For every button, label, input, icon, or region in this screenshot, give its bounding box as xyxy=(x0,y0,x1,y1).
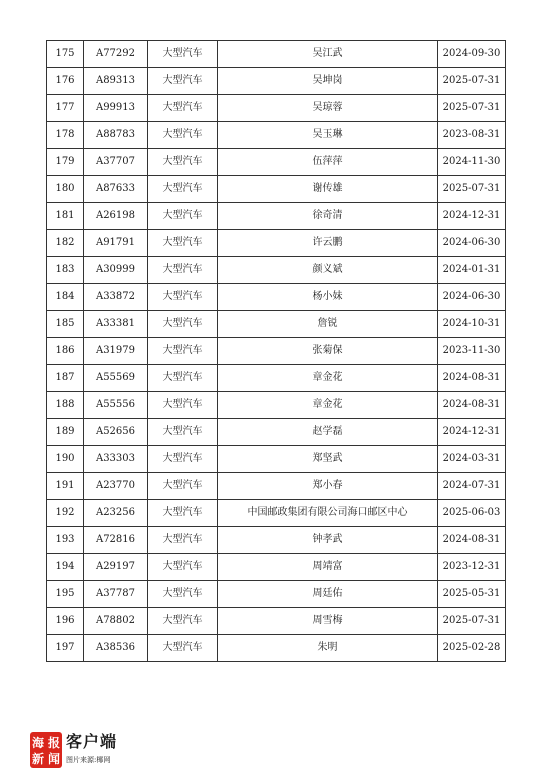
plate-number-cell: A52656 xyxy=(84,419,148,446)
vehicle-type-cell: 大型汽车 xyxy=(148,500,218,527)
row-number-cell: 182 xyxy=(47,230,84,257)
vehicle-type-cell: 大型汽车 xyxy=(148,419,218,446)
owner-name-cell: 徐奇清 xyxy=(218,203,438,230)
expiry-date-cell: 2024-12-31 xyxy=(438,419,506,446)
expiry-date-cell: 2023-11-30 xyxy=(438,338,506,365)
vehicle-type-cell: 大型汽车 xyxy=(148,230,218,257)
owner-name-cell: 颜义斌 xyxy=(218,257,438,284)
table-row xyxy=(47,338,506,365)
vehicle-list-table xyxy=(46,40,506,662)
table-body xyxy=(47,41,506,662)
owner-name-cell: 周雪梅 xyxy=(218,608,438,635)
plate-number-cell: A88783 xyxy=(84,122,148,149)
expiry-date-cell: 2025-06-03 xyxy=(438,500,506,527)
row-number-cell: 177 xyxy=(47,95,84,122)
plate-number-cell: A89313 xyxy=(84,68,148,95)
table-row xyxy=(47,284,506,311)
table-row xyxy=(47,311,506,338)
expiry-date-cell: 2024-12-31 xyxy=(438,203,506,230)
plate-number-cell: A26198 xyxy=(84,203,148,230)
owner-name-cell: 章金花 xyxy=(218,392,438,419)
expiry-date-cell: 2024-08-31 xyxy=(438,365,506,392)
expiry-date-cell: 2025-05-31 xyxy=(438,581,506,608)
expiry-date-cell: 2024-09-30 xyxy=(438,41,506,68)
expiry-date-cell: 2024-06-30 xyxy=(438,284,506,311)
plate-number-cell: A23770 xyxy=(84,473,148,500)
owner-name-cell: 周靖富 xyxy=(218,554,438,581)
footer-logo xyxy=(30,732,117,770)
expiry-date-cell: 2025-07-31 xyxy=(438,68,506,95)
vehicle-type-cell: 大型汽车 xyxy=(148,68,218,95)
plate-number-cell: A33872 xyxy=(84,284,148,311)
plate-number-cell: A37787 xyxy=(84,581,148,608)
row-number-cell: 191 xyxy=(47,473,84,500)
row-number-cell: 197 xyxy=(47,635,84,662)
vehicle-type-cell: 大型汽车 xyxy=(148,392,218,419)
vehicle-type-cell: 大型汽车 xyxy=(148,257,218,284)
vehicle-list-table-container xyxy=(46,40,505,662)
owner-name-cell: 吴玉琳 xyxy=(218,122,438,149)
table-row xyxy=(47,230,506,257)
plate-number-cell: A33303 xyxy=(84,446,148,473)
row-number-cell: 187 xyxy=(47,365,84,392)
row-number-cell: 183 xyxy=(47,257,84,284)
owner-name-cell: 杨小妹 xyxy=(218,284,438,311)
plate-number-cell: A31979 xyxy=(84,338,148,365)
vehicle-type-cell: 大型汽车 xyxy=(148,95,218,122)
table-row xyxy=(47,635,506,662)
plate-number-cell: A87633 xyxy=(84,176,148,203)
row-number-cell: 196 xyxy=(47,608,84,635)
vehicle-type-cell: 大型汽车 xyxy=(148,365,218,392)
row-number-cell: 186 xyxy=(47,338,84,365)
owner-name-cell: 伍萍萍 xyxy=(218,149,438,176)
owner-name-cell: 赵学磊 xyxy=(218,419,438,446)
vehicle-type-cell: 大型汽车 xyxy=(148,608,218,635)
expiry-date-cell: 2024-08-31 xyxy=(438,527,506,554)
logo-text-group xyxy=(66,732,117,765)
owner-name-cell: 钟孝武 xyxy=(218,527,438,554)
table-row xyxy=(47,581,506,608)
owner-name-cell: 许云鹏 xyxy=(218,230,438,257)
row-number-cell: 181 xyxy=(47,203,84,230)
logo-char-1: 海 xyxy=(31,736,45,750)
plate-number-cell: A33381 xyxy=(84,311,148,338)
row-number-cell: 192 xyxy=(47,500,84,527)
row-number-cell: 189 xyxy=(47,419,84,446)
owner-name-cell: 郑坚武 xyxy=(218,446,438,473)
owner-name-cell: 詹锐 xyxy=(218,311,438,338)
row-number-cell: 180 xyxy=(47,176,84,203)
plate-number-cell: A72816 xyxy=(84,527,148,554)
vehicle-type-cell: 大型汽车 xyxy=(148,176,218,203)
row-number-cell: 184 xyxy=(47,284,84,311)
vehicle-type-cell: 大型汽车 xyxy=(148,284,218,311)
expiry-date-cell: 2025-07-31 xyxy=(438,95,506,122)
row-number-cell: 190 xyxy=(47,446,84,473)
table-row xyxy=(47,68,506,95)
table-row xyxy=(47,41,506,68)
owner-name-cell: 张菊保 xyxy=(218,338,438,365)
vehicle-type-cell: 大型汽车 xyxy=(148,203,218,230)
row-number-cell: 185 xyxy=(47,311,84,338)
table-row xyxy=(47,446,506,473)
vehicle-type-cell: 大型汽车 xyxy=(148,446,218,473)
plate-number-cell: A55569 xyxy=(84,365,148,392)
source-credit: 图片来源:椰网 xyxy=(66,756,111,764)
table-row xyxy=(47,500,506,527)
expiry-date-cell: 2023-12-31 xyxy=(438,554,506,581)
vehicle-type-cell: 大型汽车 xyxy=(148,122,218,149)
plate-number-cell: A38536 xyxy=(84,635,148,662)
plate-number-cell: A37707 xyxy=(84,149,148,176)
logo-char-3: 新 xyxy=(31,752,45,766)
expiry-date-cell: 2023-08-31 xyxy=(438,122,506,149)
table-row xyxy=(47,419,506,446)
table-row xyxy=(47,257,506,284)
expiry-date-cell: 2025-07-31 xyxy=(438,608,506,635)
table-row xyxy=(47,392,506,419)
expiry-date-cell: 2024-08-31 xyxy=(438,392,506,419)
table-row xyxy=(47,473,506,500)
owner-name-cell: 谢传雄 xyxy=(218,176,438,203)
expiry-date-cell: 2024-03-31 xyxy=(438,446,506,473)
logo-char-2: 报 xyxy=(47,736,61,750)
expiry-date-cell: 2024-06-30 xyxy=(438,230,506,257)
row-number-cell: 178 xyxy=(47,122,84,149)
vehicle-type-cell: 大型汽车 xyxy=(148,527,218,554)
vehicle-type-cell: 大型汽车 xyxy=(148,635,218,662)
table-row xyxy=(47,608,506,635)
table-row xyxy=(47,122,506,149)
expiry-date-cell: 2024-07-31 xyxy=(438,473,506,500)
table-row xyxy=(47,554,506,581)
owner-name-cell: 郑小春 xyxy=(218,473,438,500)
vehicle-type-cell: 大型汽车 xyxy=(148,311,218,338)
vehicle-type-cell: 大型汽车 xyxy=(148,581,218,608)
plate-number-cell: A78802 xyxy=(84,608,148,635)
haibao-logo-icon xyxy=(30,732,62,768)
owner-name-cell: 吴琼蓉 xyxy=(218,95,438,122)
plate-number-cell: A99913 xyxy=(84,95,148,122)
row-number-cell: 175 xyxy=(47,41,84,68)
row-number-cell: 179 xyxy=(47,149,84,176)
owner-name-cell: 中国邮政集团有限公司海口邮区中心 xyxy=(218,500,438,527)
vehicle-type-cell: 大型汽车 xyxy=(148,149,218,176)
owner-name-cell: 吴坤岗 xyxy=(218,68,438,95)
expiry-date-cell: 2024-11-30 xyxy=(438,149,506,176)
table-row xyxy=(47,149,506,176)
plate-number-cell: A55556 xyxy=(84,392,148,419)
row-number-cell: 176 xyxy=(47,68,84,95)
logo-char-4: 闻 xyxy=(47,752,61,766)
expiry-date-cell: 2024-10-31 xyxy=(438,311,506,338)
expiry-date-cell: 2024-01-31 xyxy=(438,257,506,284)
vehicle-type-cell: 大型汽车 xyxy=(148,338,218,365)
table-row xyxy=(47,203,506,230)
row-number-cell: 193 xyxy=(47,527,84,554)
expiry-date-cell: 2025-07-31 xyxy=(438,176,506,203)
vehicle-type-cell: 大型汽车 xyxy=(148,473,218,500)
plate-number-cell: A23256 xyxy=(84,500,148,527)
table-row xyxy=(47,176,506,203)
plate-number-cell: A77292 xyxy=(84,41,148,68)
owner-name-cell: 周廷佑 xyxy=(218,581,438,608)
table-row xyxy=(47,95,506,122)
plate-number-cell: A91791 xyxy=(84,230,148,257)
row-number-cell: 188 xyxy=(47,392,84,419)
expiry-date-cell: 2025-02-28 xyxy=(438,635,506,662)
row-number-cell: 195 xyxy=(47,581,84,608)
vehicle-type-cell: 大型汽车 xyxy=(148,554,218,581)
plate-number-cell: A30999 xyxy=(84,257,148,284)
owner-name-cell: 章金花 xyxy=(218,365,438,392)
table-row xyxy=(47,365,506,392)
vehicle-type-cell: 大型汽车 xyxy=(148,41,218,68)
plate-number-cell: A29197 xyxy=(84,554,148,581)
row-number-cell: 194 xyxy=(47,554,84,581)
owner-name-cell: 吴江武 xyxy=(218,41,438,68)
owner-name-cell: 朱明 xyxy=(218,635,438,662)
app-name: 客户端 xyxy=(66,732,118,751)
table-row xyxy=(47,527,506,554)
